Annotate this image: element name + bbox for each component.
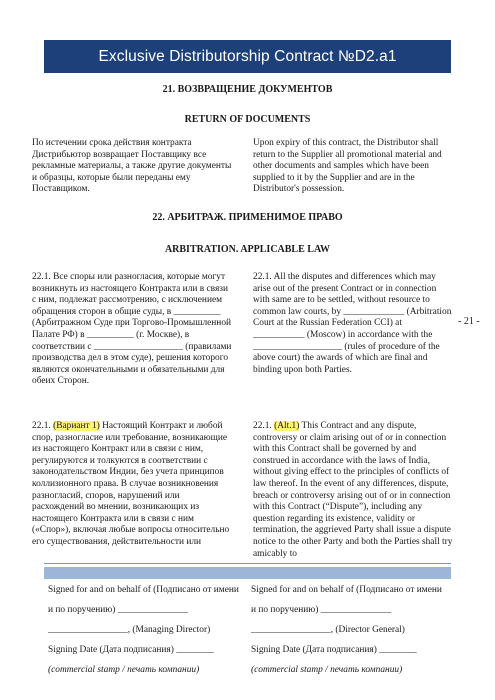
clause-body-ru: Настоящий Контракт и любой спор, разногласие или требование, возникающие из настоящего Контракт или в связи с ним, регулируются и толкуются в соответствии с законодательством Индии, без учета принципов коллизионного права. В случае возникновения разногласий, споров, нарушений или расхождений во мнении, возникающих из настоящего Контракта или в связи с ним («Спор»), включая любые вопросы относительно его существования, действительности или bbox=[32, 421, 230, 547]
clause-22-1-alt-en bbox=[253, 421, 453, 560]
clause-22-1-ru: 22.1. Все споры или разногласия, которые могут возникнуть из настоящего Контракта или в связи с ним, подлежат рассмотрению, с исключением обращения сторон в общие суды, в __________ (Арбитражном Суде при Торгово-Промышленной Палате РФ) в __________ (г. Москве), в соответствии с ___________________ (правилами производства дел в этом суде), решения которого являются окончательными и обязательными для обеих Сторон. bbox=[32, 272, 232, 387]
document-title-banner bbox=[44, 40, 451, 73]
sig-right-line2: и по поручению) _______________ bbox=[251, 605, 392, 615]
clause-prefix-ru: 22.1. bbox=[32, 421, 54, 431]
sig-right-line1: Signed for and on behalf of (Подписано от имени bbox=[251, 585, 442, 595]
sig-left-line2: и по поручению) _______________ bbox=[48, 605, 189, 615]
sig-right-line4: Signing Date (Дата подписания) ________ bbox=[251, 645, 417, 655]
sig-right-stamp: (commercial stamp / печать компании) bbox=[251, 665, 403, 675]
variant-highlight-ru: (Вариант 1) bbox=[53, 421, 100, 431]
signature-block-right bbox=[251, 580, 451, 680]
sig-left-line1: Signed for and on behalf of (Подписано от имени bbox=[48, 585, 239, 595]
section-21-heading-ru: 21. ВОЗВРАЩЕНИЕ ДОКУМЕНТОВ bbox=[162, 84, 333, 95]
sig-left-stamp: (commercial stamp / печать компании) bbox=[48, 665, 200, 675]
section-21-text-en: Upon expiry of this contract, the Distributor shall return to the Supplier all promotional material and other documents and samples which have been supplied to it by the Supplier and are in the Distributor's possession. bbox=[253, 138, 442, 195]
clause-body-en: This Contract and any dispute, controversy or claim arising out of or in connection with this Contract shall be governed by and construed in accordance with the laws of India, without giving effect to the principles of conflicts of law thereof. In the event of any differences, dispute, breach or controversy arising out of or in connection with this Contract (“Dispute”), including any question regarding its existence, validity or termination, the aggrieved Party shall issue a dispute notice to the other Party and both the Parties shall try amicably to bbox=[253, 421, 453, 559]
sig-left-line3: _________________, (Managing Director) bbox=[48, 625, 211, 635]
divider-line bbox=[44, 563, 451, 564]
sig-right-line3: _________________, (Director General) bbox=[251, 625, 405, 635]
section-21-heading-en: RETURN OF DOCUMENTS bbox=[184, 114, 311, 125]
section-22-heading-ru: 22. АРБИТРАЖ. ПРИМЕНИМОЕ ПРАВО bbox=[152, 212, 343, 223]
sig-left-line4: Signing Date (Дата подписания) ________ bbox=[48, 645, 214, 655]
section-22-heading-en: ARBITRATION. APPLICABLE LAW bbox=[164, 244, 331, 255]
clause-prefix-en: 22.1. bbox=[253, 421, 275, 431]
document-title: Exclusive Distributorship Contract №D2.a1 bbox=[98, 47, 397, 65]
clause-22-1-alt-ru bbox=[32, 421, 232, 549]
signature-band bbox=[44, 567, 451, 579]
page-number: - 21 - bbox=[458, 316, 480, 327]
variant-highlight-en: (Alt.1) bbox=[274, 421, 300, 431]
clause-22-1-en: 22.1. All the disputes and differences which may arise out of the present Contract or in connection with same are to be settled, without resource to common law courts, by _____________ (Arbitration Court at the Russian Federation CCI) at ___________ (Moscow) in accordance with the ___________________ (rules of procedure of the above court) the awards of which are final and binding upon both Parties. bbox=[253, 272, 452, 375]
signature-block-left bbox=[48, 580, 248, 680]
section-21-text-ru: По истечении срока действия контракта Дистрибьютор возвращает Поставщику все рекламные материалы, а также другие документы и образцы, которые были переданы ему Поставщиком. bbox=[32, 138, 232, 195]
